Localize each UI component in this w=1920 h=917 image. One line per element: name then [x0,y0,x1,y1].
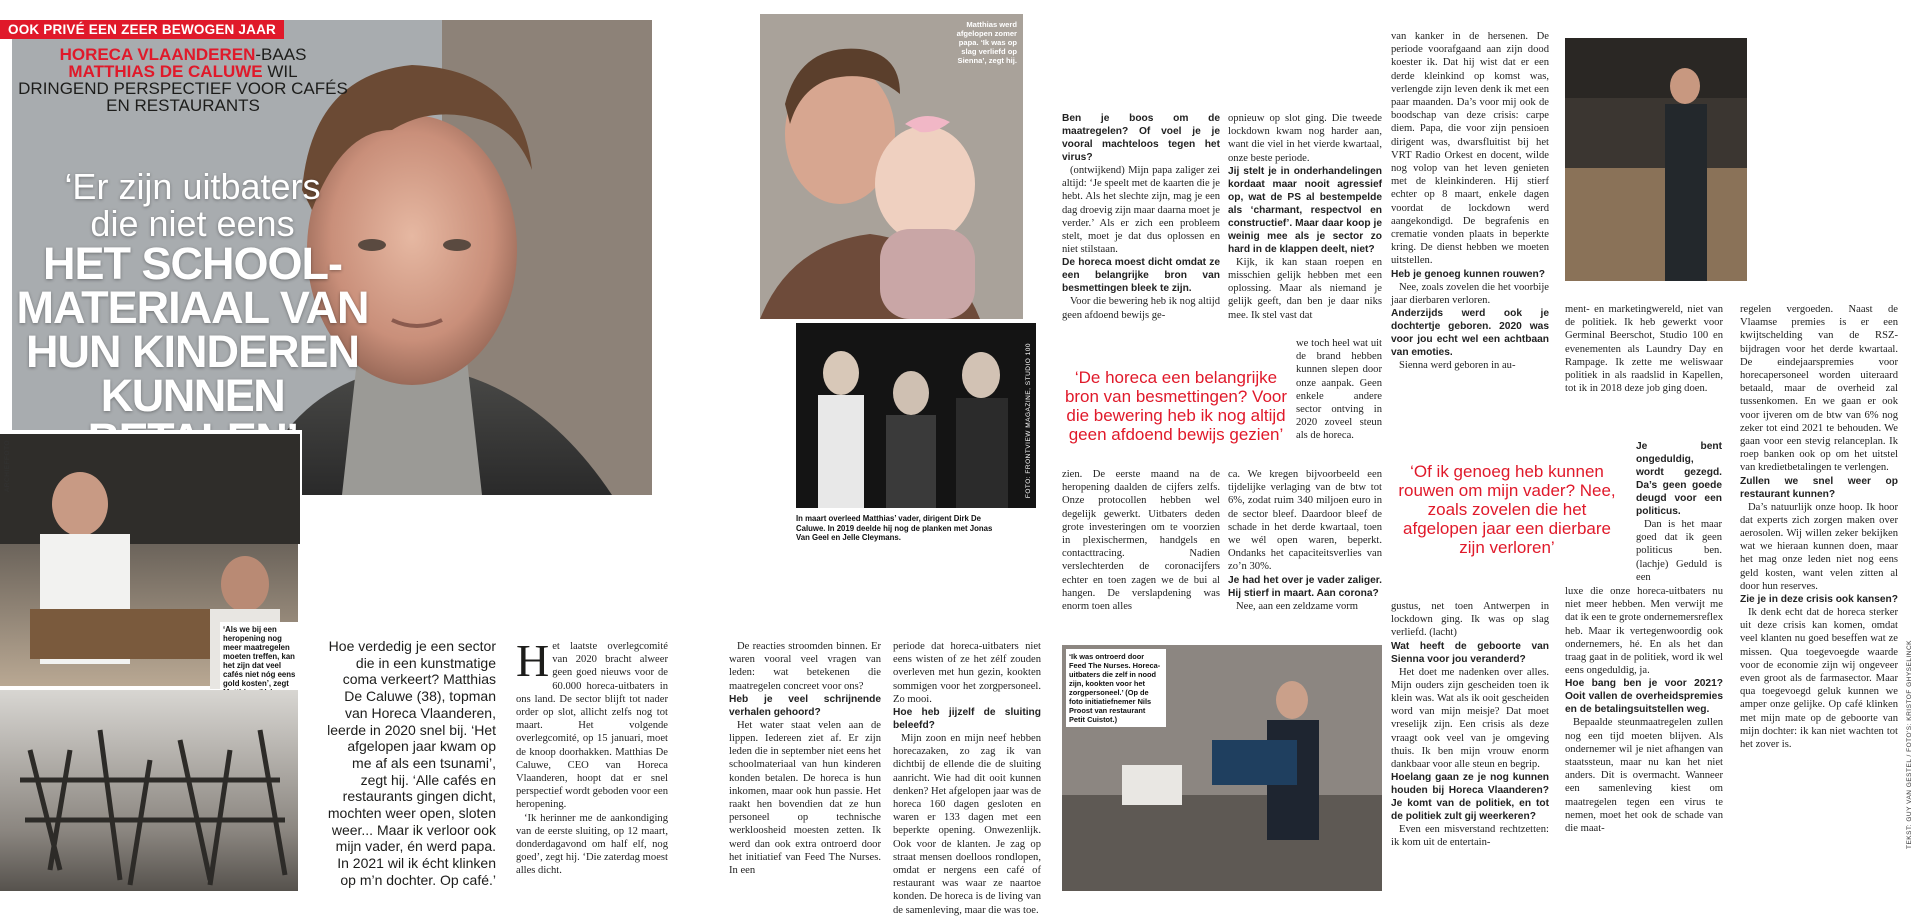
subhead-dark2: WIL [262,62,298,81]
colDnarrow-p1: Dan is het maar goed dat ik geen politicus ben. (lachje) Geduld is een [1636,519,1722,583]
headline-bold-1: HET SCHOOL- [43,238,342,289]
colD2-q1: Hoe bang ben je voor 2021? Ooit vallen de overheidspremies en de betalingsuitstellen weg. [1565,678,1723,716]
colB2-p0: ca. We kregen bijvoorbeeld een tijdelijke verlaging van de btw tot 6%, zodat ruim 340 miljoen euro in de sector bleef. Daardoor bleef de schade in het derde kwartaal, toen we wél open waren, beperkt. Ondanks het capaciteitsverlies van zo’n 30%. [1228,469,1382,573]
right-column-D2 [1565,585,1723,835]
colC2-q1: Wat heeft de geboorte van Sienna voor jou veranderd? [1391,640,1549,665]
col1b-p2: Het water staat velen aan de lippen. Iedereen ziet af. Er zijn leden die in september niet eens het schoolmateriaal van hun kinderen konden betalen. De horeca is hun inkomen, maar ook hun passie. Het raakt hen bovendien dat ze hun personeel op technische werkloosheid moesten zetten. Ik werd dan ook extra ontroerd door het initiatief van Feed The Nurses. In een [729,719,881,877]
right-column-B-narrow [1296,337,1382,443]
right-column-A2 [1062,468,1220,613]
stage-caption: In maart overleed Matthias’ vader, dirigent Dirk De Caluwe. In 2019 deelde hij nog de planken met Jonas Van Geel en Jelle Cleymans. [796,514,993,543]
right-column-E [1740,303,1898,751]
bar-man-illustration [1565,38,1747,281]
headline-light-2: die niet eens [90,203,295,244]
col2-q1: Hoe heb jijzelf de sluiting beleefd? [893,707,1041,732]
colB-p2: Kijk, ik kan staan roepen en misschien gelijk hebben met een oplossing. Maar als niemand je gelijk geeft, dan ben je daar niks mee. Ik stel vast dat [1228,256,1382,321]
colD-text: ment- en marketingwereld, niet van de politiek. Ik heb gewerkt voor Germinal Beerschot, Studio 100 en evenementen als Laundry Day en Rampage. Ik zette me weliswaar politiek in als raadslid in Kapellen, tot ik in 2018 deze job ging doen. [1565,304,1723,395]
subhead-rest: DRINGEND PERSPECTIEF VOOR CAFÉS EN RESTAURANTS [18,79,348,115]
colD2-p0: luxe die onze horeca-uitbaters nu niet meer hebben. Men verwijt me dat ik een te grote ondernemersreflex heb. Maar ik vertegenwoordig ook ondernemers, hé. En als het dan traag gaat in de politiek, word ik wel eens ongeduldig, ja. [1565,586,1723,677]
restaurant-caption: ‘Als we bij een heropening nog meer maatregelen moeten treffen, kan het zijn dat veel cafés niet nóg eens gold kosten’, zegt [220,622,302,718]
colC2-p4: Even een misverstand rechtzetten: ik kom uit de entertain- [1391,824,1549,849]
body-column-3 [893,640,1041,917]
right-column-C2 [1391,600,1549,850]
colD2-p2: Bepaalde steunmaatregelen zullen nog een tijd moeten blijven. Als ondernemer wil je niet afhangen van staatssteun, maar nu kan het niet anders. Dit is overmacht. Wanneer een samenleving kiest om maatregelen tegen een virus te nemen, moet het ook de schade van die maat- [1565,717,1723,835]
colA-p3: Voor die bewering heb ik nog altijd geen afdoend bewijs ge- [1062,296,1220,321]
headline-light-1: ‘Er zijn uitbaters [64,166,321,207]
colB2-p2: Nee, aan een zeldzame vorm [1236,600,1359,612]
headline-bold-2: MATERIAAL VAN [16,282,369,333]
colA-q2: De horeca moest dicht omdat ze een belangrijke bron van besmettingen bleek te zijn. [1062,257,1220,295]
colDnarrow-q0: Je bent ongeduldig, wordt gezegd. Da’s geen goede deugd voor een politicus. [1636,441,1722,517]
colB2-q1: Je had het over je vader zaliger. Hij stierf in maart. Aan corona? [1228,574,1382,599]
colA2-text: zien. De eerste maand na de heropening daalden de cijfers zelfs. Onze protocollen hebben wel degelijk gewerkt. Uitbaters deden grote investeringen om te voorzien in plexischermen, handgels en contacttracing. Nadien verslechterden de coronacijfers echter en toen zagen we de bui al hangen. De verslapdening was enorm toen alles [1062,469,1220,613]
headline-bold-3: HUN KINDEREN [25,326,359,377]
right-column-D-narrow [1636,440,1722,584]
colE-p2: Da’s natuurlijk onze hoop. Ik hoor dat experts zich zorgen maken over aerosolen. Wij willen zeker bekijken wat we hieraan kunnen doen, maar het mag onze leden niet nog eens geld kosten, want velen zitten al door hun reserves. [1740,501,1898,592]
colC2-q3: Hoelang gaan ze je nog kunnen houden bij Horeca Vlaanderen? Je komt van de politiek, en tot de politiek zult gij weerkeren? [1391,772,1549,823]
colC-q1: Heb je genoeg kunnen rouwen? [1391,268,1545,280]
colB-narrow-text: we toch heel wat uit de brand hebben kunnen slepen door onze aanpak. Geen enkele andere sector ontving in 2020 zoveel steun als de horeca. [1296,338,1382,442]
col1b-q1: Heb je veel schrijnende verhalen gehoord? [729,693,881,718]
headline-bold-4: KUNNEN [100,370,285,421]
colE-p0: regelen vergoeden. Naast de Vlaamse premies is er een kwijtschelding van de RSZ-bijdragen voor het derde kwartaal. De eindejaarspremies voor horecapersoneel worden uiteraard betaald, maar de overheid zal tussenkomen. En we gaan er ook voor ijveren om de btw van 6% nog zeker tot eind 2021 te behouden. We gaan voor een stevig relanceplan. Ik roep banken ook op om het uitstel van kredietbetalingen te verlengen. [1740,304,1898,474]
colB-p0: opnieuw op slot ging. Die tweede lockdown kwam nog harder aan, want die viel in het vierde kwartaal, onze beste periode. [1228,113,1382,164]
right-column-C [1391,30,1549,372]
body-column-1 [516,635,668,878]
stage-singers-illustration [796,323,1036,508]
crate-photo [1062,645,1382,891]
archief-credit: ARCHIEFFOTO [4,440,11,492]
colE-q3: Zie je in deze crisis ook kansen? [1740,594,1898,606]
frontview-credit: FOTO: FRONTVIEW MAGAZINE, STUDIO 100 [1025,343,1032,499]
body-column-2 [729,640,881,877]
stage-photo [796,323,1036,508]
pull-quote-1: ‘De horeca een belangrijke bron van besmettingen? Voor die bewering heb ik nog altijd geen afdoend bewijs gezien’ [1064,368,1288,444]
kicker-label: OOK PRIVÉ EEN ZEER BEWOGEN JAAR [0,20,284,39]
right-column-D [1565,303,1723,395]
colC2-p0: gustus, net toen Antwerpen in lockdown ging. Ik was op slag verliefd. (lacht) [1391,601,1549,639]
subhead-dark1: -BAAS [255,45,307,64]
baby-photo [760,14,1023,319]
col1b-p0: De reacties stroomden binnen. Er waren vooral veel vragen van leden: wat betekenen die maatregelen concreet voor ons? [729,641,881,692]
right-column-A [1062,112,1220,322]
chairs-photo [0,690,298,891]
stacked-chairs-illustration [0,690,298,891]
dropcap: H [516,635,550,686]
baby-caption: Matthias werd afgelopen zomer papa. ‘Ik was op slag verliefd op Sienna’, zegt hij. [956,20,1017,65]
colE-q1: Zullen we snel weer op restaurant kunnen? [1740,475,1898,500]
colC2-p2: Het doet me nadenken over alles. Mijn ouders zijn gescheiden toen ik klein was. Wat als ik ooit gescheiden word van mijn meisje? Dat moet vreselijk zijn. Een crisis als deze vraagt ook veel van je omgeving thuis. Ik ben mijn vrouw enorm dankbaar voor alle steun en begrip. [1391,666,1549,771]
colC-p4: Sienna werd geboren in au- [1399,360,1516,372]
pull-quote-2: ‘Of ik genoeg heb kunnen rouwen om mijn vader? Nee, zoals zovelen die het afgelopen jaar een dierbare zijn verloren’ [1398,462,1616,557]
right-column-B2 [1228,468,1382,613]
subhead-red2: MATTHIAS DE CALUWE [68,62,263,81]
col2-p0: periode dat horeca-uitbaters niet eens wisten of ze het zélf zouden overleven met hun gezin, kookten sommigen voor het zorgpersoneel. Zo mooi. [893,641,1041,705]
colC-p2: Nee, zoals zovelen die het voorbije jaar dierbaren verloren. [1391,281,1549,306]
colC-q3: Anderzijds werd ook je dochtertje geboren. 2020 was voor jou echt wel een achtbaan van emoties. [1391,308,1549,359]
crate-caption: ‘Ik was ontroerd door Feed The Nurses. Horeca-uitbaters die zelf in nood zijn, kookten voor het zorgpersoneel.’ (Op de foto initiatiefnemer Nils Proost van restaurant Petit Cuistot.) [1066,649,1166,727]
subhead [18,46,348,114]
bar-portrait-photo [1565,38,1747,281]
body1-text: et laatste overlegcomité van 2020 bracht alweer geen goed nieuws voor de 60.000 horeca-uitbaters in ons land. De sector blijft tot nader order op slot, allicht zelfs nog tot maart. Het volgende overlegcomité, op 15 januari, moet de knoop doorhakken. Matthias De Caluwe, CEO van Horeca Vlaanderen, hoopt dat er snel perspectief wordt geboden voor een heropening. [516,641,668,811]
colB-q1: Jij stelt je in onderhandelingen kordaat maar nooit agressief op, wat de PS al bestempelde als ‘charmant, respectvol en constructief’. Maar daar koop je weinig mee als je sector zo hard in de klappen deelt, niet? [1228,165,1382,255]
col2-p2: Mijn zoon en mijn neef hebben horecazaken, zo zag ik van dichtbij de ellende die de sluiting aanricht. Wie had dit ooit kunnen denken? Het afgelopen jaar was de horeca 160 dagen gesloten en waren er 133 dagen met een beperkte opening. Onwezenlijk. Ook voor de klanten. Je zag op straat mensen doelloos rondlopen, omdat er nergens een café of restaurant was waar ze naartoe konden. De horeca is de living van de samenleving, maar die was toe. [893,733,1041,916]
headline [15,168,370,462]
colC-p0: van kanker in de hersenen. De periode voorafgaand aan zijn dood koester ik. Dat hij wist dat er een derde kleinkind op komst was, verlengde zijn leven denk ik met een paar maanden. Da’s voor mij ook de boodschap van deze crisis: carpe diem. Papa, die voor zijn pensioen dirigent was, dwarsfluitist bij het VRT Radio Orkest en docent, wilde nog volop van het leven genieten met de kleinkinderen. Hij stierf echter op 8 maart, enkele dagen voordat de lockdown werd aangekondigd. De begrafenis en crematie vonden plaats in beperkte kring. De dienst hebben we moeten uitstellen. [1391,31,1549,267]
colA-q0: Ben je boos om de maatregelen? Of voel je je vooral machteloos tegen het virus? [1062,113,1220,163]
body1b-text: ‘Ik herinner me de aankondiging van de eerste sluiting, op 12 maart, donderdagavond om half elf, nog goed’, zegt hij. ‘Die zaterdag moest alles dicht. [516,812,668,877]
intro-text: Hoe verdedig je een sector die in een kunstmatige coma verkeert? Matthias De Caluwe (38), topman van Horeca Vlaanderen, leerde in 2020 snel bij. ‘Het afgelopen jaar kwam op me af als een tsunami’, zegt hij. ‘Alle cafés en restaurants gingen dicht, mochten weer open, sloten weer... Maar ik verloor ook mijn vader, én werd papa. In 2021 wil ik écht klinken op m’n dochter. Op café.’ [327,638,496,888]
subhead-red1: HORECA VLAANDEREN [59,45,256,64]
text-credit: TEKST: GUY VAN GESTEL / FOTO'S: KRISTOF GHYSELINCK [1906,640,1913,850]
right-column-B [1228,112,1382,322]
colA-p1: (ontwijkend) Mijn papa zaliger zei altijd: ‘Je speelt met de kaarten die je hebt. Als het slechte zijn, mag je een dag droevig zijn maar daarna moet je verder.’ Als er zich een probleem stelt, moet je dat dus oplossen en niet stilstaan. [1062,165,1220,256]
colE-p4: Ik denk echt dat de horeca sterker uit deze crisis kan komen, omdat veel klanten nu goed beseffen wat ze missen. Qua toegevoegde waarde voor de economie zijn wij ongeveer even groot als de farmasector. Maar qua toegevoegd geluk kunnen we amper onze gelijke. Op café klinken met mijn mate op de geboorte van mijn dochter: ik kan niet wachten tot het zover is. [1740,607,1898,751]
restaurant-photo [0,430,302,690]
